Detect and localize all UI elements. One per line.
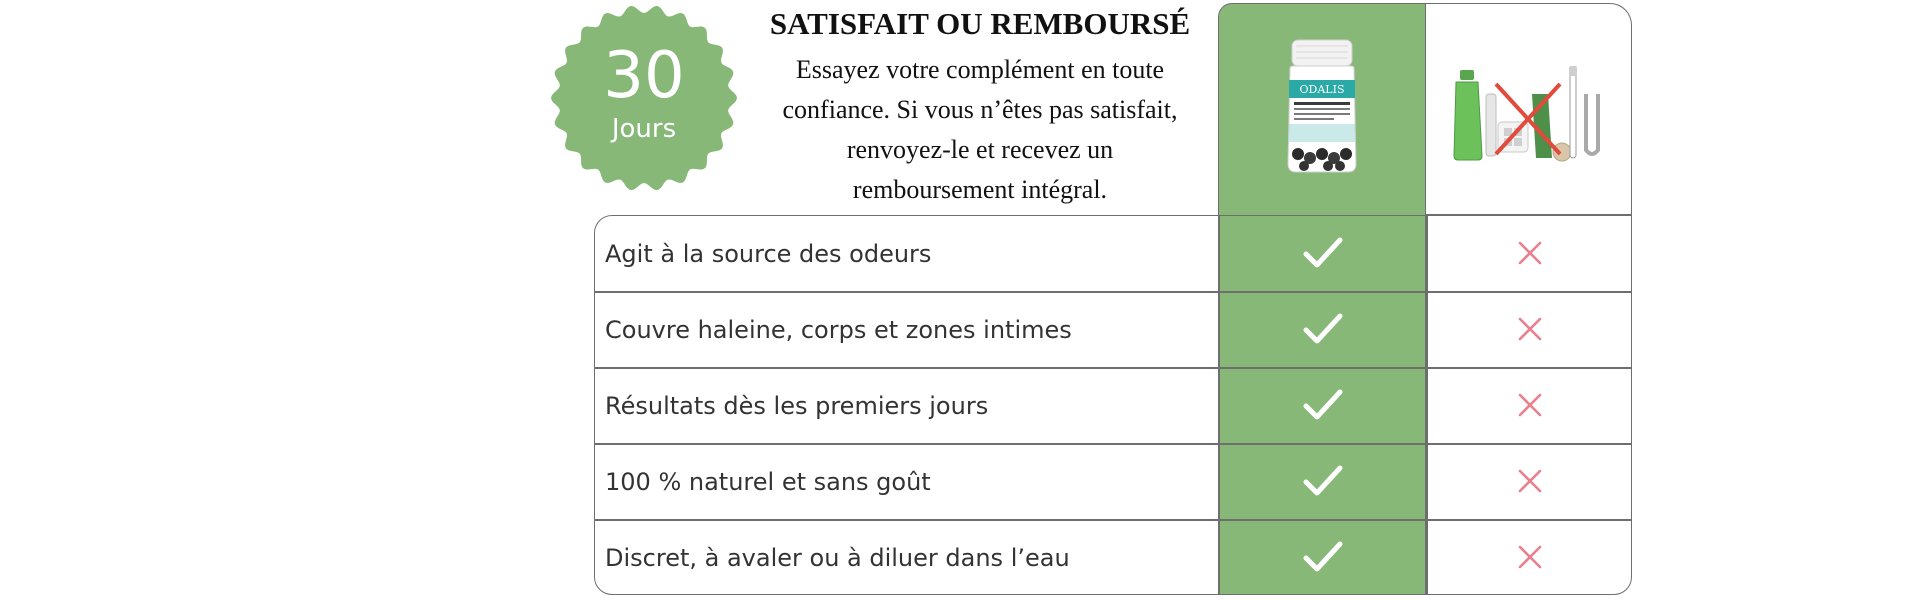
table-row	[595, 292, 1631, 368]
promo-line: remboursement intégral.	[852, 175, 1108, 204]
cross-icon	[1518, 241, 1542, 265]
promo-line: confiance. Si vous n’êtes pas satisfait,	[782, 95, 1178, 124]
supplement-bottle-icon	[1282, 38, 1362, 174]
cross-icon	[1518, 469, 1542, 493]
guarantee-badge	[549, 3, 739, 193]
row-label: Résultats dès les premiers jours	[605, 392, 989, 420]
check-icon	[1302, 539, 1344, 575]
column-divider	[1218, 215, 1220, 595]
promo-title: SATISFAIT OU REMBOURSÉ	[769, 6, 1191, 41]
check-icon	[1302, 387, 1344, 423]
check-icon	[1302, 235, 1344, 271]
row-label: Discret, à avaler ou à diluer dans l’eau	[605, 544, 1070, 572]
check-icon	[1302, 311, 1344, 347]
comparison-table	[594, 215, 1632, 595]
badge-number: 30	[603, 39, 685, 113]
table-row	[595, 216, 1631, 292]
table-row	[595, 520, 1631, 596]
row-label: 100 % naturel et sans goût	[605, 468, 931, 496]
row-label: Couvre haleine, corps et zones intimes	[605, 316, 1072, 344]
cross-icon	[1518, 545, 1542, 569]
hygiene-products-crossed-icon	[1452, 64, 1612, 164]
promo-line: renvoyez-le et recevez un	[846, 135, 1114, 164]
table-row	[595, 368, 1631, 444]
product-brand: ODALIS	[1299, 83, 1345, 96]
cross-icon	[1518, 393, 1542, 417]
promo-text	[742, 50, 1218, 210]
row-label: Agit à la source des odeurs	[605, 240, 932, 268]
promo-line: Essayez votre complément en toute	[795, 55, 1165, 84]
check-icon	[1302, 463, 1344, 499]
badge-unit: Jours	[611, 114, 677, 144]
column-divider	[1426, 215, 1428, 595]
cross-icon	[1518, 317, 1542, 341]
table-row	[595, 444, 1631, 520]
